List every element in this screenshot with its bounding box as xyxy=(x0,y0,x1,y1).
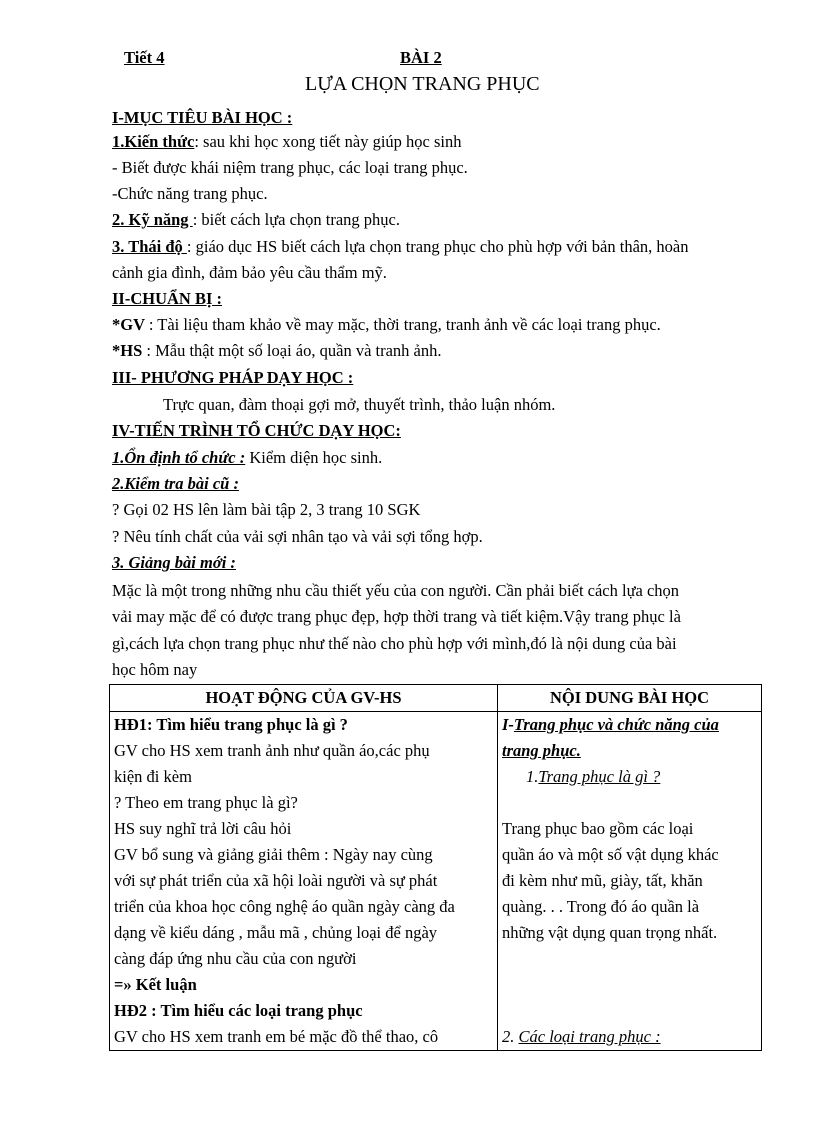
process-heading: IV-TIẾN TRÌNH TỔ CHỨC DẠY HỌC: xyxy=(112,421,401,440)
knowledge-item-2: -Chức năng trang phục. xyxy=(112,184,268,203)
step1-label: 1.Ổn định tổ chức : xyxy=(112,448,246,467)
attitude-label: 3. Thái độ xyxy=(112,237,187,256)
section-title xyxy=(502,712,757,738)
subsection-2-text: Các loại trang phục : xyxy=(518,1027,661,1046)
skill-line xyxy=(112,209,400,231)
methods-heading: III- PHƯƠNG PHÁP DẠY HỌC : xyxy=(112,368,354,387)
section-title-text: Trang phục và chức năng của xyxy=(513,715,719,734)
section-title-continued: trang phục. xyxy=(502,741,581,760)
attitude-line xyxy=(112,236,688,258)
preparation-gv xyxy=(112,314,661,336)
activity-1-heading: HĐ1: Tìm hiểu trang phục là gì ? xyxy=(114,715,348,734)
lesson-title: LỰA CHỌN TRANG PHỤC xyxy=(305,73,540,95)
table-header-row xyxy=(110,685,762,712)
subsection-1-text: Trang phục là gì ? xyxy=(538,767,661,786)
spacer xyxy=(502,790,757,816)
intro-line-2: vải may mặc để có được trang phục đẹp, hợp thời trang và tiết kiệm.Vậy trang phục là xyxy=(112,607,681,626)
subsection-2-number: 2. xyxy=(502,1027,519,1046)
table-row xyxy=(110,712,762,1051)
content-text: đi kèm như mũ, giày, tất, khăn xyxy=(502,871,703,890)
intro-line-1: Mặc là một trong những nhu cầu thiết yếu của con người. Cần phải biết cách lựa chọn xyxy=(112,581,680,600)
activity-2-heading: HĐ2 : Tìm hiểu các loại trang phục xyxy=(114,1001,363,1020)
attitude-text-continued: cảnh gia đình, đảm bảo yêu cầu thẩm mỹ. xyxy=(112,263,387,282)
activities-cell xyxy=(110,712,498,1051)
lesson-table xyxy=(109,684,762,1051)
period-label: Tiết 4 xyxy=(124,48,165,67)
activity-text: GV cho HS xem tranh ảnh như quần áo,các phụ xyxy=(114,741,430,760)
knowledge-item-1: - Biết được khái niệm trang phục, các loại trang phục. xyxy=(112,158,468,177)
hs-label: *HS xyxy=(112,341,147,360)
content-text: những vật dụng quan trọng nhất. xyxy=(502,923,718,942)
step1-line xyxy=(112,447,382,469)
knowledge-text: : sau khi học xong tiết này giúp học sinh xyxy=(194,132,462,151)
activity-text: GV cho HS xem tranh em bé mặc đồ thể thao, cô xyxy=(114,1027,439,1046)
gv-text: : Tài liệu tham khảo về may mặc, thời trang, tranh ảnh về các loại trang phục. xyxy=(148,315,661,334)
content-cell xyxy=(498,712,762,1051)
section-prefix: I- xyxy=(502,715,514,734)
spacer xyxy=(502,946,757,972)
preparation-heading: II-CHUẨN BỊ : xyxy=(112,289,223,308)
intro-line-3: gì,cách lựa chọn trang phục như thế nào cho phù hợp với mình,đó là nội dung của bài xyxy=(112,634,677,653)
content-text: Trang phục bao gồm các loại xyxy=(502,819,694,838)
spacer xyxy=(502,998,757,1024)
activity-text: HS suy nghĩ trả lời câu hỏi xyxy=(114,819,292,838)
hs-text: : Mẫu thật một số loại áo, quần và tranh ảnh. xyxy=(146,341,442,360)
column-header-activities: HOẠT ĐỘNG CỦA GV-HS xyxy=(110,685,498,712)
lesson-number: BÀI 2 xyxy=(400,48,442,67)
step3-label: 3. Giảng bài mới : xyxy=(112,553,236,572)
column-header-content: NỘI DUNG BÀI HỌC xyxy=(498,685,762,712)
step2-label: 2.Kiểm tra bài cũ : xyxy=(112,474,239,493)
activity-text: càng đáp ứng nhu cầu của con người xyxy=(114,949,357,968)
activity-text: dạng về kiểu dáng , mẫu mã , chủng loại để ngày xyxy=(114,923,438,942)
step1-text: Kiểm diện học sinh. xyxy=(245,448,383,467)
subsection-1-title xyxy=(502,764,757,790)
review-question-2: ? Nêu tính chất của vải sợi nhân tạo và vải sợi tổng hợp. xyxy=(112,527,483,546)
preparation-hs xyxy=(112,340,442,362)
conclusion-label: =» Kết luận xyxy=(114,975,197,994)
content-text: quần áo và một số vật dụng khác xyxy=(502,845,719,864)
methods-text: Trực quan, đàm thoại gợi mở, thuyết trình, thảo luận nhóm. xyxy=(163,395,556,414)
activity-question: ? Theo em trang phục là gì? xyxy=(114,793,298,812)
knowledge-line xyxy=(112,131,462,153)
skill-label: 2. Kỹ năng xyxy=(112,210,193,229)
content-text: quàng. . . Trong đó áo quần là xyxy=(502,897,700,916)
review-question-1: ? Gọi 02 HS lên làm bài tập 2, 3 trang 10 SGK xyxy=(112,500,421,519)
activity-text: triển của khoa học công nghệ áo quần ngày càng đa xyxy=(114,897,455,916)
subsection-2-title xyxy=(502,1024,757,1050)
attitude-text: : giáo dục HS biết cách lựa chọn trang phục cho phù hợp với bản thân, hoàn xyxy=(186,237,689,256)
gv-label: *GV xyxy=(112,315,149,334)
subsection-1-number: 1. xyxy=(526,767,539,786)
intro-line-4: học hôm nay xyxy=(112,660,198,679)
activity-text: với sự phát triển của xã hội loài người và sự phát xyxy=(114,871,438,890)
activity-text: kiện đi kèm xyxy=(114,767,192,786)
activity-text: GV bổ sung và giảng giải thêm : Ngày nay cùng xyxy=(114,845,433,864)
knowledge-label: 1.Kiến thức xyxy=(112,132,195,151)
spacer xyxy=(502,972,757,998)
objectives-heading: I-MỤC TIÊU BÀI HỌC : xyxy=(112,108,293,127)
skill-text: : biết cách lựa chọn trang phục. xyxy=(192,210,401,229)
